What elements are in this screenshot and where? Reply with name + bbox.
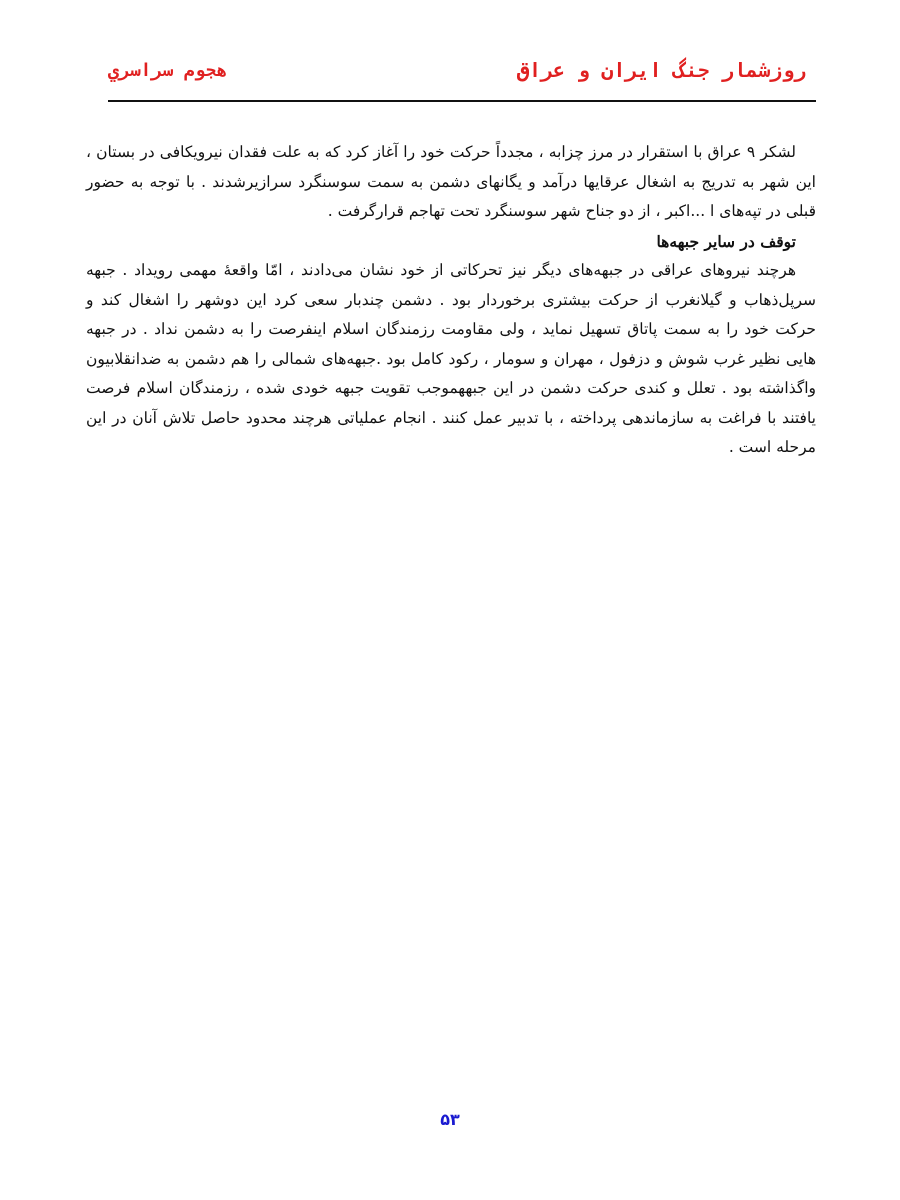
page-body (86, 138, 816, 463)
page-number: ۵۳ (440, 1110, 460, 1129)
header-divider (108, 100, 816, 102)
chapter-title: هجوم سراسري (108, 60, 228, 81)
running-title: روزشمار جنگ ایران و عراق (517, 58, 806, 82)
paragraph-2: هرچند نیروهای عراقی در جبهه‌های دیگر نیز تحرکاتی از خود نشان می‌دادند ، امّا واقعهٔ مهمی رویداد . جبهه سرپل‌ذهاب و گیلانغرب از حرکت بیشتری برخوردار بود . دشمن چندبار سعی کرد این دوشهر را اشغال کند و حرکت خود را به سمت پاتاق تسهیل نماید ، ولی مقاومت رزمندگان اسلام اینفرصت را به دشمن نداد . در جبهه هایی نظیر غرب شوش و دزفول ، مهران و سومار ، رکود کامل بود .جبهه‌های شمالی را هم دشمن به ضدانقلابیون واگذاشته بود . تعلل و کندی حرکت دشمن در این جبههموجب تقویت جبهه خودی شده ، رزمندگان اسلام فرصت یافتند با فراغت به سازماندهی پرداخته ، با تدبیر عمل کنند . انجام عملیاتی هرچند محدود حاصل تلاش آنان در این مرحله است . (86, 261, 816, 456)
paragraph-1: لشکر ۹ عراق با استقرار در مرز چزابه ، مجدداً حرکت خود را آغاز کرد که به علت فقدان نیرویکافی در بستان ، این شهر به تدریج به اشغال عرقایها درآمد و یگانهای دشمن به سمت سوسنگرد سرازیرشدند . با توجه به حضور قبلی در تپه‌های ا ...اکبر ، از دو جناح شهر سوسنگرد تحت تهاجم قرارگرفت . (86, 143, 816, 220)
section-heading: توقف در سایر جبهه‌ها (656, 231, 796, 251)
page-header (108, 54, 816, 94)
